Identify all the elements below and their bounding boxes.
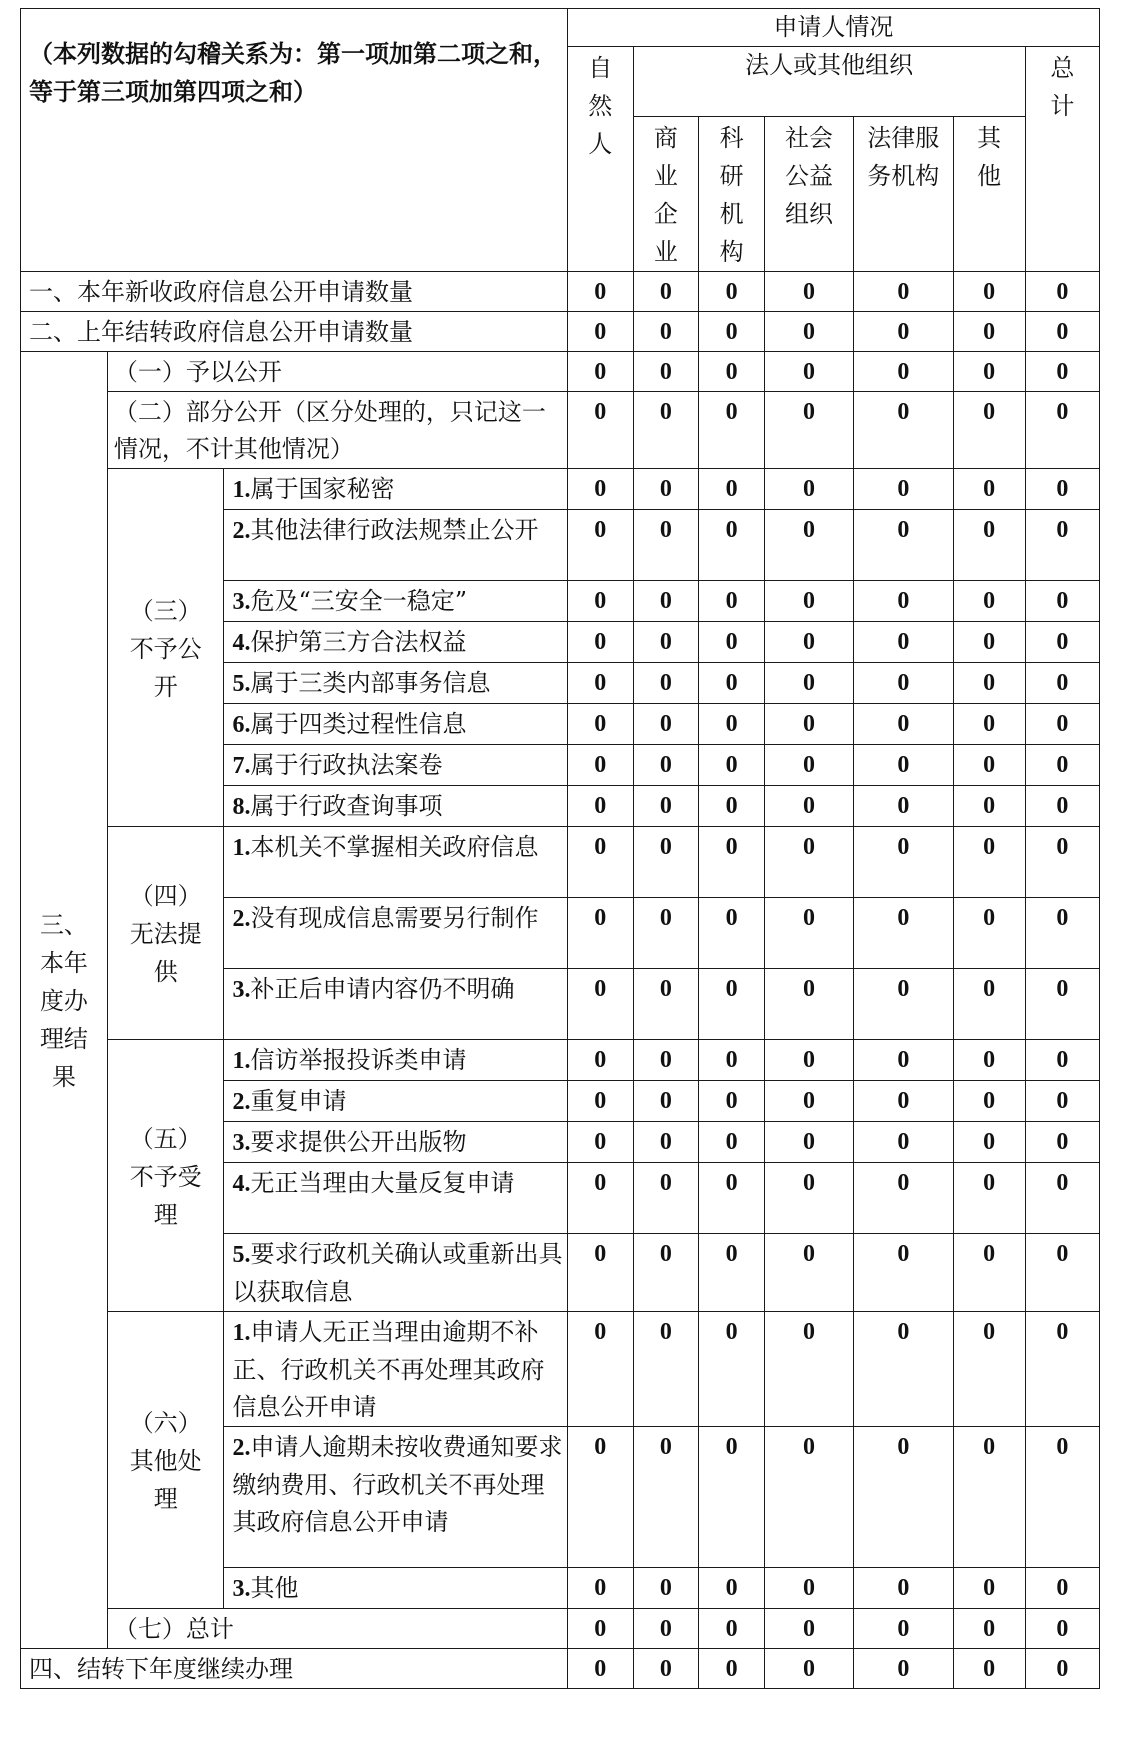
item-number: 8. <box>232 794 251 820</box>
value-cell: 0 <box>699 786 765 827</box>
value-cell: 0 <box>1025 469 1099 510</box>
value-cell: 0 <box>953 1427 1025 1568</box>
value-cell: 0 <box>953 745 1025 786</box>
row-label-disclosed: （一）予以公开 <box>107 352 567 392</box>
value-cell: 0 <box>567 510 633 581</box>
item-label <box>224 969 567 1040</box>
value-cell: 0 <box>854 272 954 312</box>
value-cell: 0 <box>567 1568 633 1609</box>
value-cell: 0 <box>854 1312 954 1427</box>
value-cell: 0 <box>699 1649 765 1689</box>
item-text: 属于行政执法案卷 <box>250 751 443 779</box>
group-label-text: （六）其他处理 <box>129 1409 202 1513</box>
value-cell: 0 <box>854 469 954 510</box>
value-cell: 0 <box>1025 272 1099 312</box>
value-cell: 0 <box>953 622 1025 663</box>
value-cell: 0 <box>633 581 699 622</box>
value-cell: 0 <box>764 1234 853 1312</box>
value-cell: 0 <box>953 352 1025 392</box>
value-cell: 0 <box>764 312 853 352</box>
value-cell: 0 <box>699 312 765 352</box>
value-cell: 0 <box>1025 786 1099 827</box>
value-cell: 0 <box>633 1234 699 1312</box>
item-label <box>224 1040 567 1081</box>
table-body <box>21 9 1100 1689</box>
value-cell: 0 <box>633 827 699 898</box>
value-cell: 0 <box>1025 1649 1099 1689</box>
value-cell: 0 <box>633 1081 699 1122</box>
value-cell: 0 <box>699 1568 765 1609</box>
item-number: 4. <box>232 630 251 656</box>
item-label <box>224 1427 567 1568</box>
value-cell: 0 <box>854 827 954 898</box>
table-row <box>21 1649 1100 1689</box>
value-cell: 0 <box>1025 510 1099 581</box>
value-cell: 0 <box>633 510 699 581</box>
row-label-new-applications: 一、本年新收政府信息公开申请数量 <box>21 272 568 312</box>
applicant-status-header: 申请人情况 <box>567 9 1099 47</box>
value-cell: 0 <box>699 1163 765 1234</box>
value-cell: 0 <box>764 969 853 1040</box>
value-cell: 0 <box>567 352 633 392</box>
table-row <box>21 1040 1100 1081</box>
value-cell: 0 <box>633 1122 699 1163</box>
value-cell: 0 <box>699 1312 765 1427</box>
value-cell: 0 <box>764 469 853 510</box>
header-note: （本列数据的勾稽关系为：第一项加第二项之和，等于第三项加第四项之和） <box>29 39 557 106</box>
value-cell: 0 <box>1025 663 1099 704</box>
value-cell: 0 <box>854 1427 954 1568</box>
value-cell: 0 <box>567 1649 633 1689</box>
value-cell: 0 <box>633 469 699 510</box>
value-cell: 0 <box>633 745 699 786</box>
item-label <box>224 786 567 827</box>
value-cell: 0 <box>764 352 853 392</box>
value-cell: 0 <box>699 581 765 622</box>
value-cell: 0 <box>854 969 954 1040</box>
value-cell: 0 <box>953 581 1025 622</box>
item-number: 5. <box>232 671 251 697</box>
value-cell: 0 <box>567 663 633 704</box>
value-cell: 0 <box>1025 1163 1099 1234</box>
item-text: 属于三类内部事务信息 <box>250 669 491 697</box>
value-cell: 0 <box>764 663 853 704</box>
table-row <box>21 827 1100 898</box>
item-label <box>224 1163 567 1234</box>
item-number: 2. <box>232 518 251 544</box>
item-text: 其他法律行政法规禁止公开 <box>250 516 539 544</box>
value-cell: 0 <box>953 1234 1025 1312</box>
item-number: 7. <box>232 753 251 779</box>
value-cell: 0 <box>854 352 954 392</box>
value-cell: 0 <box>633 704 699 745</box>
value-cell: 0 <box>953 1312 1025 1427</box>
value-cell: 0 <box>567 827 633 898</box>
value-cell: 0 <box>699 1427 765 1568</box>
item-number: 1. <box>232 835 251 861</box>
value-cell: 0 <box>567 898 633 969</box>
value-cell: 0 <box>764 898 853 969</box>
value-cell: 0 <box>1025 827 1099 898</box>
item-text: 要求行政机关确认或重新出具以获取信息 <box>232 1240 563 1306</box>
value-cell: 0 <box>699 352 765 392</box>
value-cell: 0 <box>953 1081 1025 1122</box>
value-cell: 0 <box>953 663 1025 704</box>
value-cell: 0 <box>854 1122 954 1163</box>
row-label-partially-disclosed: （二）部分公开（区分处理的，只记这一情况，不计其他情况） <box>107 392 567 469</box>
value-cell: 0 <box>633 1568 699 1609</box>
value-cell: 0 <box>1025 581 1099 622</box>
item-text: 补正后申请内容仍不明确 <box>250 975 515 1003</box>
value-cell: 0 <box>1025 1040 1099 1081</box>
item-label <box>224 827 567 898</box>
value-cell: 0 <box>1025 1427 1099 1568</box>
item-number: 2. <box>232 1435 251 1461</box>
item-text: 要求提供公开出版物 <box>250 1128 467 1156</box>
value-cell: 0 <box>567 969 633 1040</box>
value-cell: 0 <box>854 1081 954 1122</box>
value-cell: 0 <box>699 469 765 510</box>
value-cell: 0 <box>633 969 699 1040</box>
value-cell: 0 <box>699 898 765 969</box>
value-cell: 0 <box>633 1427 699 1568</box>
total-header: 总计 <box>1025 47 1099 272</box>
item-label <box>224 1234 567 1312</box>
item-number: 3. <box>232 977 251 1003</box>
group-label-other-handling <box>107 1312 224 1609</box>
row-label-results-total: （七）总计 <box>107 1609 567 1649</box>
value-cell: 0 <box>953 1609 1025 1649</box>
value-cell: 0 <box>567 469 633 510</box>
value-cell: 0 <box>633 786 699 827</box>
group-label-not-disclosed <box>107 469 224 827</box>
item-number: 1. <box>232 1320 251 1346</box>
value-cell: 0 <box>764 392 853 469</box>
value-cell: 0 <box>1025 1609 1099 1649</box>
value-cell: 0 <box>854 1649 954 1689</box>
value-cell: 0 <box>854 898 954 969</box>
value-cell: 0 <box>854 1163 954 1234</box>
value-cell: 0 <box>764 745 853 786</box>
value-cell: 0 <box>764 827 853 898</box>
value-cell: 0 <box>764 272 853 312</box>
item-number: 4. <box>232 1171 251 1197</box>
value-cell: 0 <box>699 745 765 786</box>
value-cell: 0 <box>1025 1568 1099 1609</box>
value-cell: 0 <box>633 898 699 969</box>
application-statistics-table <box>20 8 1100 1689</box>
value-cell: 0 <box>633 663 699 704</box>
value-cell: 0 <box>567 581 633 622</box>
item-number: 2. <box>232 906 251 932</box>
value-cell: 0 <box>633 622 699 663</box>
value-cell: 0 <box>1025 1234 1099 1312</box>
value-cell: 0 <box>953 827 1025 898</box>
table-row <box>21 352 1100 392</box>
value-cell: 0 <box>633 312 699 352</box>
value-cell: 0 <box>953 272 1025 312</box>
value-cell: 0 <box>633 1609 699 1649</box>
section-label-text: 三、本年度办理结果 <box>39 911 88 1091</box>
value-cell: 0 <box>953 312 1025 352</box>
value-cell: 0 <box>1025 1312 1099 1427</box>
item-text: 没有现成信息需要另行制作 <box>250 904 539 932</box>
section-label-results <box>21 352 108 1649</box>
table-row <box>21 469 1100 510</box>
value-cell: 0 <box>1025 312 1099 352</box>
value-cell: 0 <box>567 1122 633 1163</box>
value-cell: 0 <box>953 704 1025 745</box>
sub-header-commercial-enterprise: 商业企业 <box>633 117 699 272</box>
value-cell: 0 <box>699 622 765 663</box>
value-cell: 0 <box>1025 704 1099 745</box>
item-text: 保护第三方合法权益 <box>250 628 467 656</box>
value-cell: 0 <box>953 1568 1025 1609</box>
value-cell: 0 <box>633 392 699 469</box>
sub-header-legal-service-org: 法律服务机构 <box>854 117 954 272</box>
item-text: 属于行政查询事项 <box>250 792 443 820</box>
value-cell: 0 <box>1025 352 1099 392</box>
value-cell: 0 <box>854 704 954 745</box>
item-label <box>224 1312 567 1427</box>
item-number: 3. <box>232 589 251 615</box>
value-cell: 0 <box>953 1122 1025 1163</box>
value-cell: 0 <box>854 392 954 469</box>
value-cell: 0 <box>953 1649 1025 1689</box>
value-cell: 0 <box>567 1163 633 1234</box>
value-cell: 0 <box>953 469 1025 510</box>
item-number: 2. <box>232 1089 251 1115</box>
item-text: 其他 <box>250 1574 299 1602</box>
value-cell: 0 <box>764 622 853 663</box>
value-cell: 0 <box>1025 969 1099 1040</box>
value-cell: 0 <box>699 1122 765 1163</box>
value-cell: 0 <box>953 510 1025 581</box>
value-cell: 0 <box>699 272 765 312</box>
value-cell: 0 <box>854 1609 954 1649</box>
value-cell: 0 <box>953 786 1025 827</box>
value-cell: 0 <box>764 1609 853 1649</box>
value-cell: 0 <box>764 1163 853 1234</box>
legal-or-other-header: 法人或其他组织 <box>633 47 1025 117</box>
value-cell: 0 <box>699 663 765 704</box>
value-cell: 0 <box>764 786 853 827</box>
value-cell: 0 <box>1025 898 1099 969</box>
value-cell: 0 <box>633 1040 699 1081</box>
value-cell: 0 <box>699 827 765 898</box>
value-cell: 0 <box>567 312 633 352</box>
value-cell: 0 <box>567 786 633 827</box>
value-cell: 0 <box>567 1609 633 1649</box>
value-cell: 0 <box>699 1234 765 1312</box>
value-cell: 0 <box>699 510 765 581</box>
value-cell: 0 <box>1025 1122 1099 1163</box>
sub-header-research-institution: 科研机构 <box>699 117 765 272</box>
value-cell: 0 <box>567 1234 633 1312</box>
item-label <box>224 1122 567 1163</box>
item-label <box>224 1081 567 1122</box>
table-row <box>21 1609 1100 1649</box>
value-cell: 0 <box>633 352 699 392</box>
item-label <box>224 704 567 745</box>
value-cell: 0 <box>1025 392 1099 469</box>
value-cell: 0 <box>854 312 954 352</box>
item-label <box>224 581 567 622</box>
item-label <box>224 510 567 581</box>
item-label <box>224 663 567 704</box>
value-cell: 0 <box>633 272 699 312</box>
value-cell: 0 <box>854 1040 954 1081</box>
sub-header-public-welfare-org: 社会公益组织 <box>764 117 853 272</box>
table-row <box>21 1312 1100 1427</box>
header-note-cell <box>21 9 568 272</box>
item-number: 6. <box>232 712 251 738</box>
item-text: 危及“三安全一稳定” <box>250 587 468 615</box>
value-cell: 0 <box>854 786 954 827</box>
value-cell: 0 <box>633 1312 699 1427</box>
value-cell: 0 <box>567 704 633 745</box>
value-cell: 0 <box>764 1568 853 1609</box>
table-row <box>21 312 1100 352</box>
value-cell: 0 <box>764 1122 853 1163</box>
item-label <box>224 1568 567 1609</box>
value-cell: 0 <box>567 1312 633 1427</box>
item-number: 5. <box>232 1242 251 1268</box>
value-cell: 0 <box>633 1163 699 1234</box>
header-row-top <box>21 9 1100 47</box>
group-label-unable-to-provide <box>107 827 224 1040</box>
value-cell: 0 <box>567 272 633 312</box>
value-cell: 0 <box>699 392 765 469</box>
value-cell: 0 <box>764 1427 853 1568</box>
value-cell: 0 <box>764 1040 853 1081</box>
value-cell: 0 <box>699 1040 765 1081</box>
value-cell: 0 <box>854 1568 954 1609</box>
value-cell: 0 <box>567 1040 633 1081</box>
value-cell: 0 <box>854 581 954 622</box>
value-cell: 0 <box>1025 1081 1099 1122</box>
item-text: 申请人逾期未按收费通知要求缴纳费用、行政机关不再处理其政府信息公开申请 <box>232 1433 563 1536</box>
item-text: 信访举报投诉类申请 <box>250 1046 467 1074</box>
value-cell: 0 <box>764 1649 853 1689</box>
value-cell: 0 <box>953 1163 1025 1234</box>
item-label <box>224 469 567 510</box>
value-cell: 0 <box>854 622 954 663</box>
value-cell: 0 <box>854 745 954 786</box>
report-sheet <box>20 8 1100 1689</box>
value-cell: 0 <box>567 745 633 786</box>
item-text: 申请人无正当理由逾期不补正、行政机关不再处理其政府信息公开申请 <box>232 1318 545 1421</box>
group-label-text: （五）不予受理 <box>129 1124 202 1229</box>
value-cell: 0 <box>854 663 954 704</box>
value-cell: 0 <box>953 392 1025 469</box>
item-number: 1. <box>232 1048 251 1074</box>
value-cell: 0 <box>699 1609 765 1649</box>
value-cell: 0 <box>633 1649 699 1689</box>
value-cell: 0 <box>699 969 765 1040</box>
value-cell: 0 <box>1025 622 1099 663</box>
value-cell: 0 <box>764 1081 853 1122</box>
value-cell: 0 <box>764 1312 853 1427</box>
item-text: 本机关不掌握相关政府信息 <box>250 833 539 861</box>
item-text: 重复申请 <box>250 1087 347 1115</box>
table-row <box>21 392 1100 469</box>
value-cell: 0 <box>953 898 1025 969</box>
value-cell: 0 <box>854 1234 954 1312</box>
group-label-text: （四）无法提供 <box>129 882 202 986</box>
value-cell: 0 <box>567 1081 633 1122</box>
value-cell: 0 <box>699 704 765 745</box>
item-number: 3. <box>232 1130 251 1156</box>
natural-person-header: 自然人 <box>567 47 633 272</box>
item-number: 1. <box>232 477 251 503</box>
group-label-text: （三）不予公开 <box>129 596 202 701</box>
value-cell: 0 <box>764 704 853 745</box>
sub-header-other-org: 其他 <box>953 117 1025 272</box>
item-number: 3. <box>232 1576 251 1602</box>
row-label-carried-over: 二、上年结转政府信息公开申请数量 <box>21 312 568 352</box>
table-row <box>21 272 1100 312</box>
value-cell: 0 <box>699 1081 765 1122</box>
value-cell: 0 <box>567 622 633 663</box>
value-cell: 0 <box>953 1040 1025 1081</box>
group-label-not-accepted <box>107 1040 224 1312</box>
value-cell: 0 <box>854 510 954 581</box>
value-cell: 0 <box>953 969 1025 1040</box>
item-text: 属于国家秘密 <box>250 475 395 503</box>
item-text: 属于四类过程性信息 <box>250 710 467 738</box>
value-cell: 0 <box>764 581 853 622</box>
item-label <box>224 898 567 969</box>
value-cell: 0 <box>764 510 853 581</box>
item-label <box>224 745 567 786</box>
value-cell: 0 <box>1025 745 1099 786</box>
row-label-carry-forward: 四、结转下年度继续办理 <box>21 1649 568 1689</box>
item-text: 无正当理由大量反复申请 <box>250 1169 515 1197</box>
value-cell: 0 <box>567 1427 633 1568</box>
item-label <box>224 622 567 663</box>
value-cell: 0 <box>567 392 633 469</box>
